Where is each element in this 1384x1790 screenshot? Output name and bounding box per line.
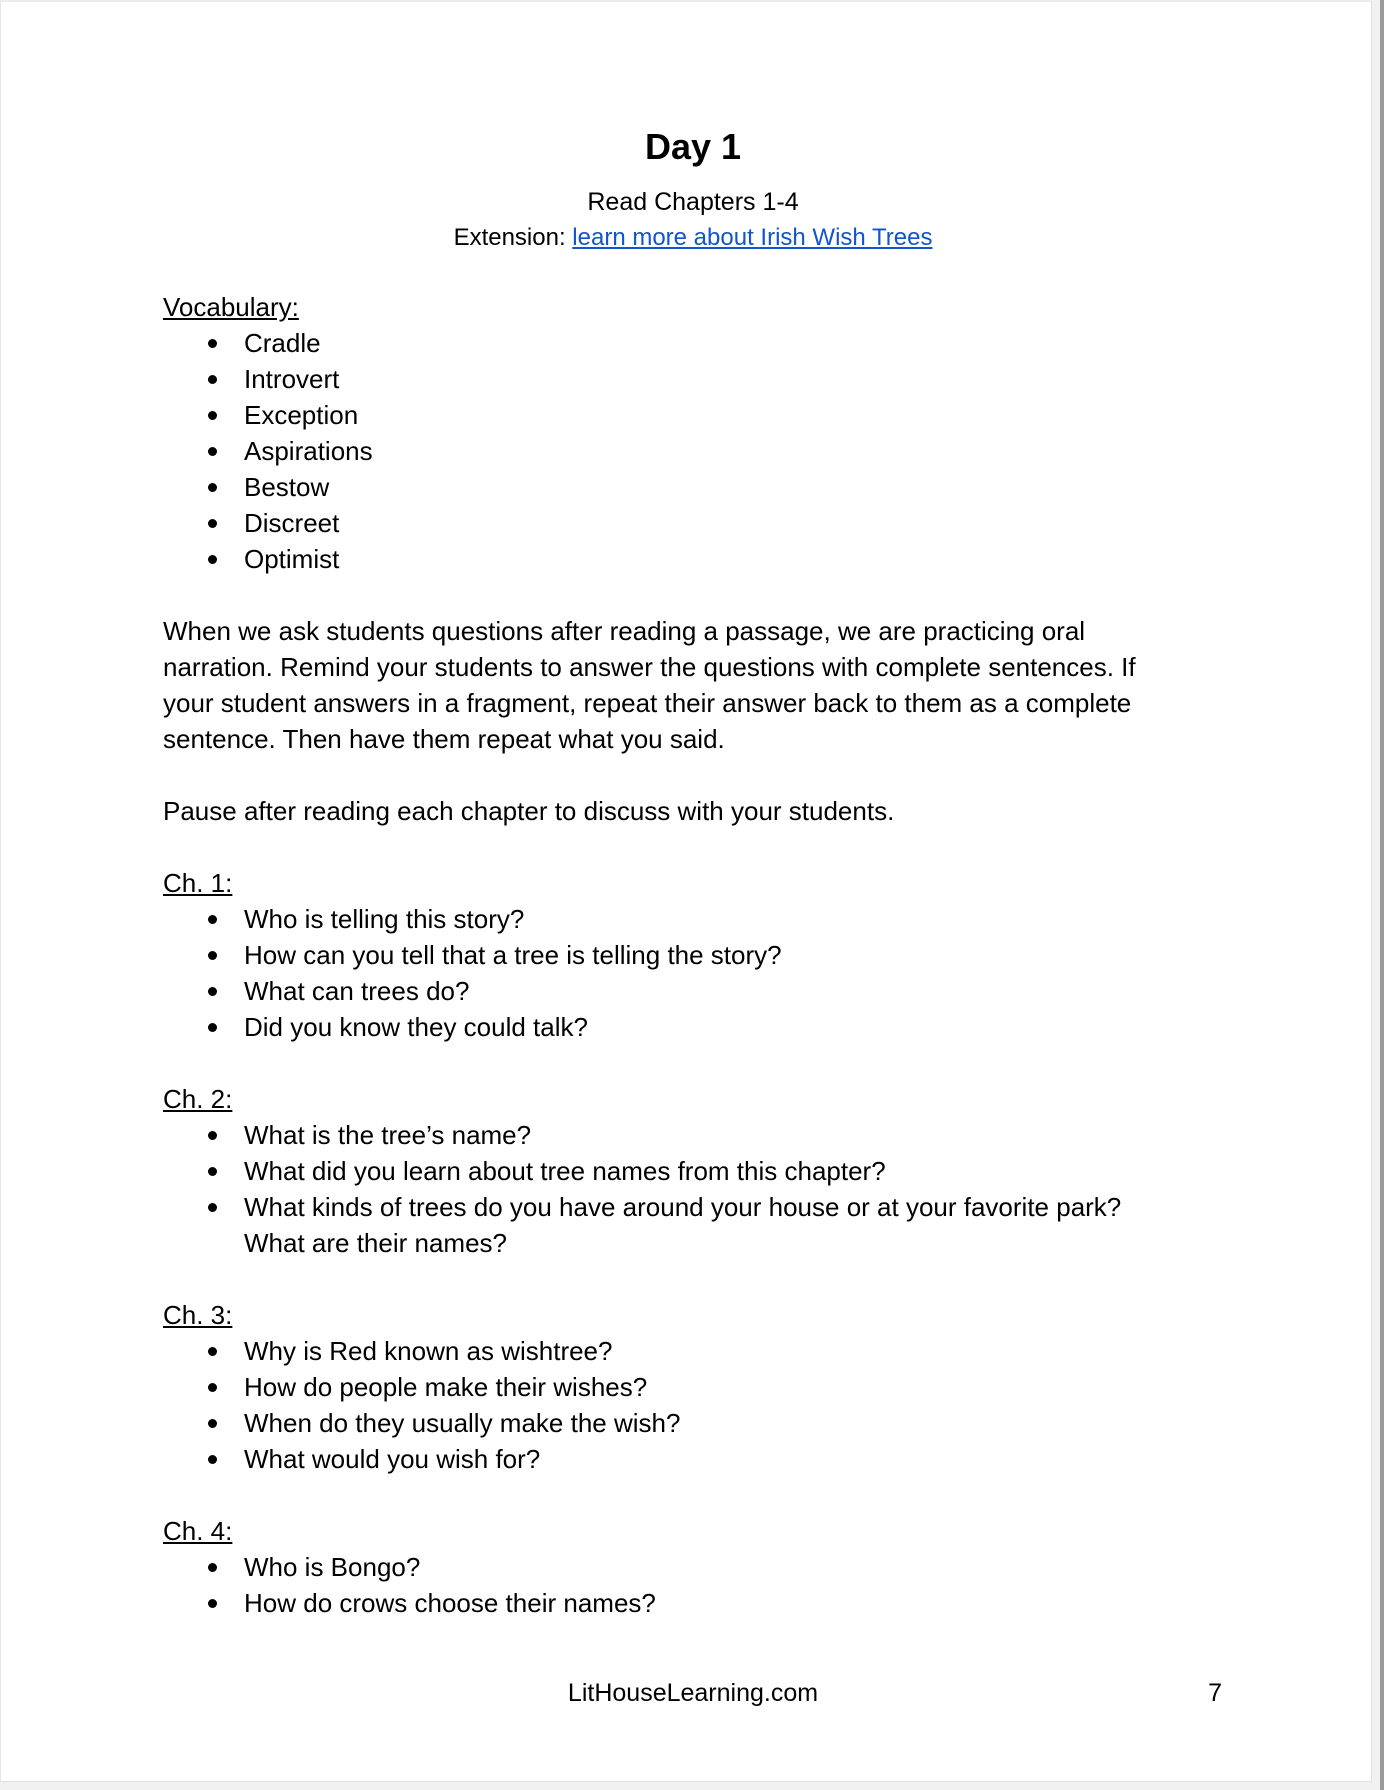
vocabulary-item: Cradle [244,325,1223,361]
chapter-4-questions [163,1549,1223,1621]
question-item [244,1189,1223,1261]
question-line: What are their names? [244,1228,508,1258]
paragraph-line: When we ask students questions after reading a passage, we are practicing oral [163,616,1086,646]
vocabulary-item: Aspirations [244,433,1223,469]
page-footer [164,1675,1222,1711]
chapter-2-section [163,1081,1223,1261]
question-item: Did you know they could talk? [244,1009,1223,1045]
question-item: What would you wish for? [244,1441,1223,1477]
chapter-1-heading: Ch. 1: [163,868,233,898]
question-item: How do crows choose their names? [244,1585,1223,1621]
paragraph-line: your student answers in a fragment, repeat their answer back to them as a complete [163,688,1132,718]
question-item: Who is telling this story? [244,901,1223,937]
page-number: 7 [1208,1679,1222,1707]
vocabulary-item: Introvert [244,361,1223,397]
question-item: How do people make their wishes? [244,1369,1223,1405]
page-content [1,2,1371,1621]
question-line: What kinds of trees do you have around your house or at your favorite park? [244,1192,1122,1222]
chapter-2-heading: Ch. 2: [163,1084,233,1114]
footer-site-text: LitHouseLearning.com [567,1679,819,1707]
question-item: What can trees do? [244,973,1223,1009]
vocabulary-item: Exception [244,397,1223,433]
question-item: What is the tree’s name? [244,1117,1223,1153]
oral-narration-paragraph [163,613,1223,757]
chapter-4-heading: Ch. 4: [163,1516,233,1546]
chapter-1-questions [163,901,1223,1045]
scrollbar[interactable] [1380,0,1384,1790]
question-item: How can you tell that a tree is telling the story? [244,937,1223,973]
paragraph-line: sentence. Then have them repeat what you said. [163,724,725,754]
question-item: Why is Red known as wishtree? [244,1333,1223,1369]
chapter-4-section [163,1513,1223,1621]
vocabulary-heading: Vocabulary: [163,292,299,322]
vocabulary-item: Optimist [244,541,1223,577]
vocabulary-section [163,289,1223,577]
chapter-2-questions [163,1117,1223,1261]
question-item: Who is Bongo? [244,1549,1223,1585]
subtitle-read-chapters: Read Chapters 1-4 [587,188,799,216]
extension-line [163,220,1223,256]
extension-label: Extension: [453,224,573,251]
page-title: Day 1 [644,126,742,167]
chapter-3-heading: Ch. 3: [163,1300,233,1330]
chapter-1-section [163,865,1223,1045]
chapter-3-section [163,1297,1223,1477]
paragraph-line: narration. Remind your students to answer the questions with complete sentences. If [163,652,1136,682]
chapter-3-questions [163,1333,1223,1477]
vocabulary-item: Discreet [244,505,1223,541]
question-item: When do they usually make the wish? [244,1405,1223,1441]
pause-paragraph: Pause after reading each chapter to discuss with your students. [163,796,895,826]
question-item: What did you learn about tree names from this chapter? [244,1153,1223,1189]
vocabulary-item: Bestow [244,469,1223,505]
irish-wish-trees-link[interactable]: learn more about Irish Wish Trees [572,224,933,251]
vocabulary-list [163,325,1223,577]
